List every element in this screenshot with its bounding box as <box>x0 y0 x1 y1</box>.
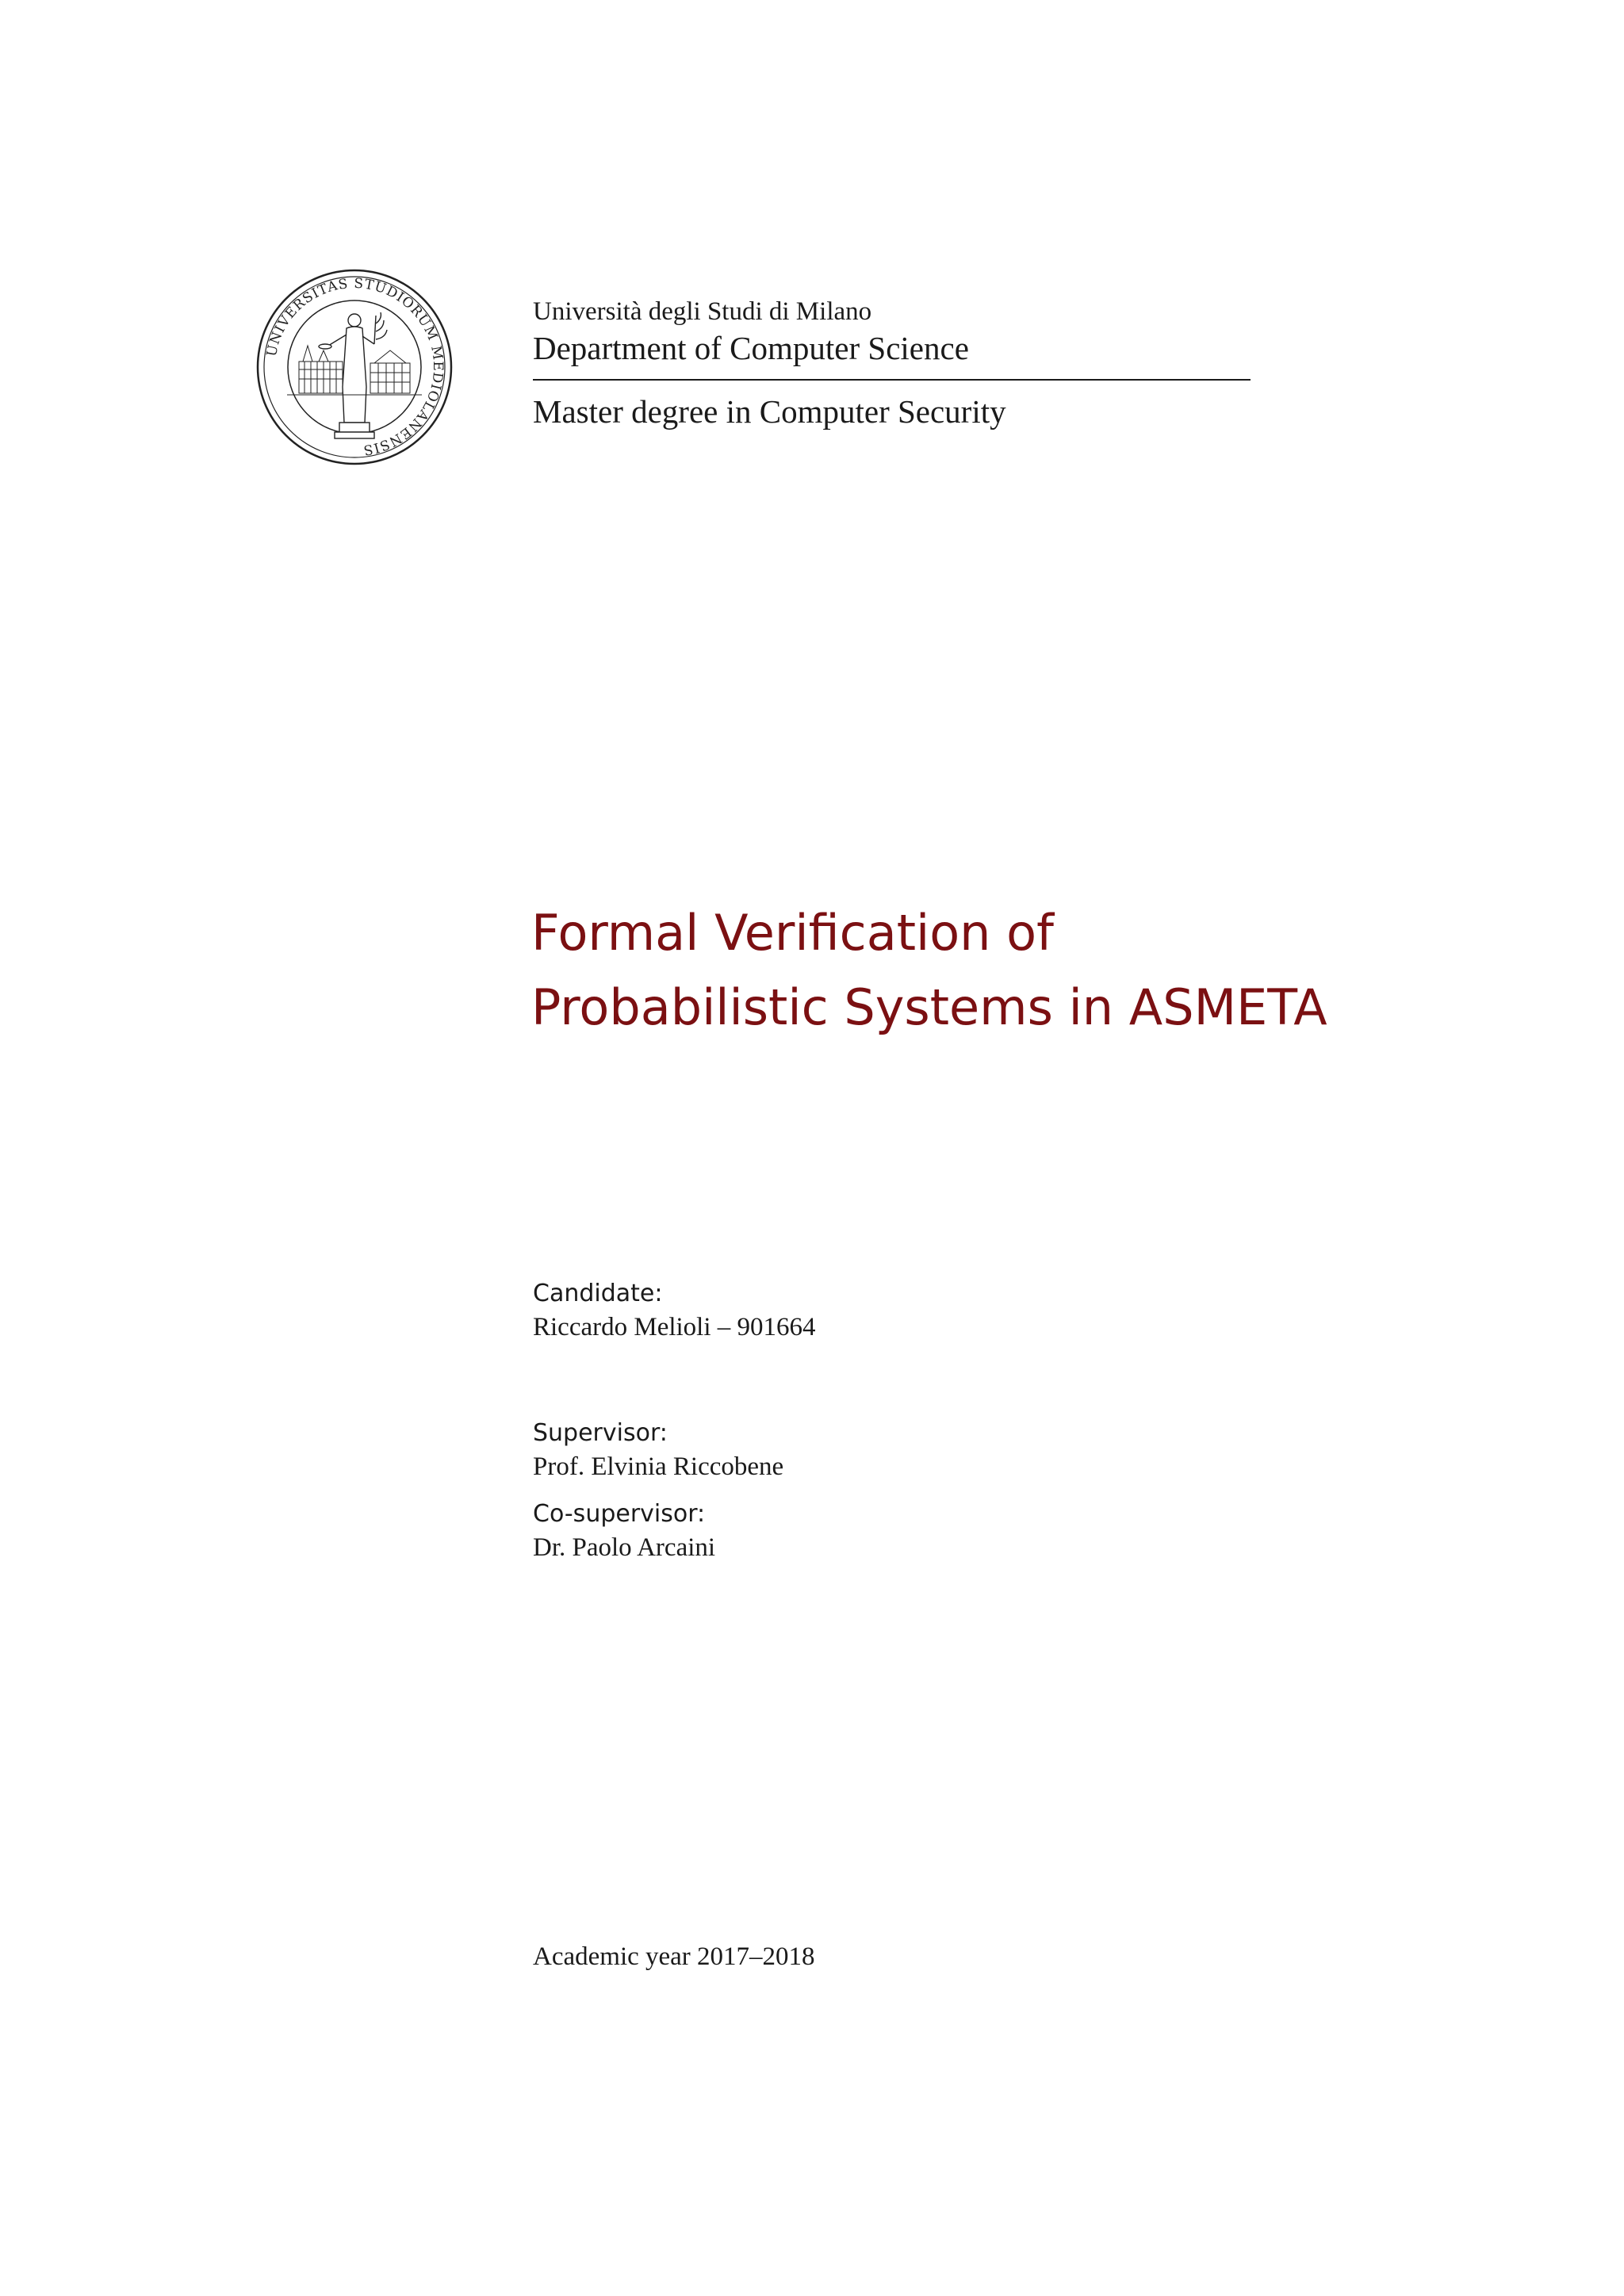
candidate-name: Riccardo Melioli – 901664 <box>533 1313 816 1341</box>
cosupervisor-block <box>533 1498 1326 1565</box>
thesis-title-line-1: Formal Verification of <box>531 904 1054 962</box>
department-name: Department of Computer Science <box>533 330 969 366</box>
supervisor-name: Prof. Elvinia Riccobene <box>533 1452 784 1481</box>
candidate-block <box>533 1278 1326 1345</box>
people-section <box>533 1278 1326 1565</box>
candidate-label: Candidate: <box>533 1280 663 1307</box>
degree-name: Master degree in Computer Security <box>533 393 1006 430</box>
thesis-title <box>531 896 1562 1045</box>
supervisor-block <box>533 1418 1326 1484</box>
header-divider <box>533 379 1251 381</box>
thesis-title-line-2: Probabilistic Systems in ASMETA <box>531 978 1327 1036</box>
university-name: Università degli Studi di Milano <box>533 297 872 326</box>
cosupervisor-name: Dr. Paolo Arcaini <box>533 1533 716 1562</box>
cosupervisor-label: Co-supervisor: <box>533 1500 706 1528</box>
seal-text: UNIVERSITAS STUDIORUM MEDIOLANENSIS <box>263 275 446 458</box>
supervisor-label: Supervisor: <box>533 1419 668 1447</box>
university-seal-icon <box>255 268 454 466</box>
academic-year: Academic year 2017–2018 <box>533 1942 815 1971</box>
institution-header <box>533 295 1251 431</box>
